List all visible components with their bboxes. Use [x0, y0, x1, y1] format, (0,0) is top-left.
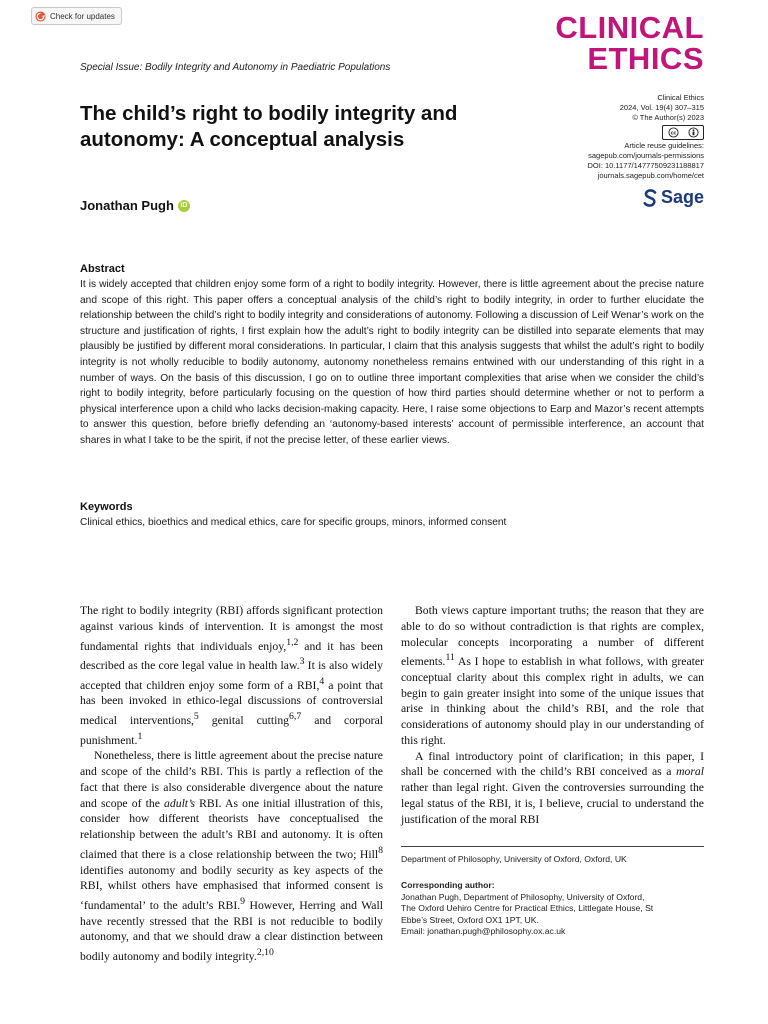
paragraph: Both views capture important truths; the reason that they are able to do so without contradiction is that rights are complex, molecular concepts incorporating a number of different elements.$^{11}$ As I hope to establish in what follows, with greater conceptual clarity about this complex right in adults, we can begin to gain greater insight into some of the unique issues that arise in thinking about the child’s RBI, and the role that considerations of autonomy should play in our understanding of this right.: [401, 604, 704, 747]
article-meta: [484, 93, 704, 181]
journal-logo-line2: ETHICS: [587, 41, 704, 76]
publisher-logo: [643, 187, 704, 208]
citation[interactable]: 4: [319, 675, 325, 687]
keywords-text: Clinical ethics, bioethics and medical ethics, care for specific groups, minors, informed consent: [80, 517, 507, 528]
citation[interactable]: 11: [445, 652, 455, 664]
corresponding-author: [401, 880, 704, 938]
corresponding-heading: Corresponding author:: [401, 880, 495, 890]
check-for-updates-badge[interactable]: [31, 7, 122, 25]
orcid-icon[interactable]: iD: [178, 200, 190, 212]
reuse-link[interactable]: sagepub.com/journals-permissions: [588, 151, 704, 160]
reuse-label: Article reuse guidelines:: [624, 141, 704, 150]
affiliation: Department of Philosophy, University of Oxford, Oxford, UK: [401, 854, 627, 864]
paragraph: The right to bodily integrity (RBI) affords significant protection against various kinds of intervention. It is amongst the most fundamental rights that individuals enjoy,$^{1,2}$ and it has been described as the core legal value in health law.$^3$ It is also widely accepted that children enjoy some form of a RBI,$^4$ a point that has been invoked in ethico-legal discussions of controversial medical interventions,$^5$ genital cutting$^{6,7}$ and corporal punishment.$^1$: [80, 604, 383, 747]
attribution-icon: [688, 127, 699, 138]
citation[interactable]: 9: [240, 896, 246, 908]
citation[interactable]: 1: [137, 730, 143, 742]
publisher-name: Sage: [660, 187, 704, 207]
citation[interactable]: 2,10: [256, 947, 274, 959]
citation[interactable]: 8: [378, 844, 383, 856]
update-icon: [35, 11, 46, 22]
copyright: © The Author(s) 2023: [632, 113, 704, 122]
body-column-right: [401, 603, 704, 827]
citation[interactable]: 1,2: [286, 636, 299, 648]
paragraph: A final introductory point of clarification; in this paper, I shall be concerned with the child’s RBI conceived as a moral rather than legal right. Given the controversies surrounding the legal status of the RBI, it is, I believe, crucial to understand the justification of the moral RBI: [401, 749, 704, 826]
journal-name: Clinical Ethics: [657, 93, 704, 102]
citation[interactable]: 3: [299, 656, 305, 668]
paragraph: Nonetheless, there is little agreement about the precise nature and scope of the child’s RBI. This is partly a reflection of the fact that there is also considerable divergence about the nature and scope of the adult’s RBI. As one initial illustration of this, consider how different theorists have conceptualised the relationship between the adult’s RBI and autonomy. It is often claimed that there is a close relationship between the two; Hill$^8$ identifies autonomy and bodily security as key aspects of the RBI, whilst others have emphasised that informed consent is ‘fundamental’ to the adult’s RBI.$^9$ However, Herring and Wall have recently stressed that the RBI is not reducible to bodily autonomy, and that we should draw a clear distinction between bodily autonomy and bodily integrity.$^{2,10}$: [80, 749, 384, 964]
check-for-updates-label: Check for updates: [50, 11, 115, 21]
corresponding-line: Jonathan Pugh, Department of Philosophy, University of Oxford,: [401, 891, 645, 902]
corresponding-line: Ebbe’s Street, Oxford OX1 1PT, UK.: [401, 914, 539, 925]
cc-icon: [668, 127, 679, 138]
citation[interactable]: 6,7: [289, 711, 302, 723]
sage-s-icon: [643, 189, 657, 207]
author-line: [80, 198, 190, 213]
volume-info: 2024, Vol. 19(4) 307–315: [619, 103, 704, 112]
journal-logo: [555, 12, 704, 74]
cc-license-badge[interactable]: [662, 125, 704, 140]
body-column-left: [80, 603, 383, 965]
footnote-divider: [401, 846, 704, 847]
doi[interactable]: DOI: 10.1177/14777509231188817: [587, 161, 704, 170]
corresponding-line: The Oxford Uehiro Centre for Practical Ethics, Littlegate House, St: [401, 903, 654, 913]
svg-text:cc: cc: [670, 130, 676, 137]
abstract-heading: Abstract: [80, 263, 125, 275]
author-name[interactable]: Jonathan Pugh: [80, 198, 174, 213]
journal-url[interactable]: journals.sagepub.com/home/cet: [597, 171, 704, 180]
article-title: The child’s right to bodily integrity and autonomy: A conceptual analysis: [80, 102, 458, 151]
special-issue-label: Special Issue: Bodily Integrity and Autonomy in Paediatric Populations: [80, 62, 391, 73]
keywords-heading: Keywords: [80, 501, 133, 513]
citation[interactable]: 5: [193, 711, 199, 723]
journal-logo-line1: CLINICAL: [555, 10, 704, 45]
corresponding-email[interactable]: Email: jonathan.pugh@philosophy.ox.ac.uk: [401, 926, 566, 936]
abstract-text: It is widely accepted that children enjoy some form of a right to bodily integrity. However, there is little agreement about the precise nature and scope of this right. This paper offers a conceptual analysis of the child’s right to bodily integrity, in order to further elucidate the relationship between the child’s right to bodily integrity and considerations of autonomy. Following a discussion of Leif Wenar’s work on the structure and justification of rights, I first explain how the adult’s right to bodily integrity can be distilled into separate elements that may plausibly be justified by different moral considerations. In particular, I claim that this analysis suggests that whilst the adult’s right to bodily integrity is not wholly reducible to bodily autonomy, autonomy nonetheless remains entwined with our understanding of this right in a number of ways. On the basis of this discussion, I go on to outline three important complexities that arise when we consider the child’s right to bodily integrity, before particularly focusing on the question of how third parties should determine whether or not to perform a physical interference upon a child who lacks decision-making capacity. Here, I raise some objections to Earp and Mazor’s recent attempts to answer this question, before briefly defending an ‘autonomy-based interests’ account of permissible interference, an account that shares in what I take to be the spirit, if not the precise letter, of these earlier views.: [80, 279, 704, 446]
